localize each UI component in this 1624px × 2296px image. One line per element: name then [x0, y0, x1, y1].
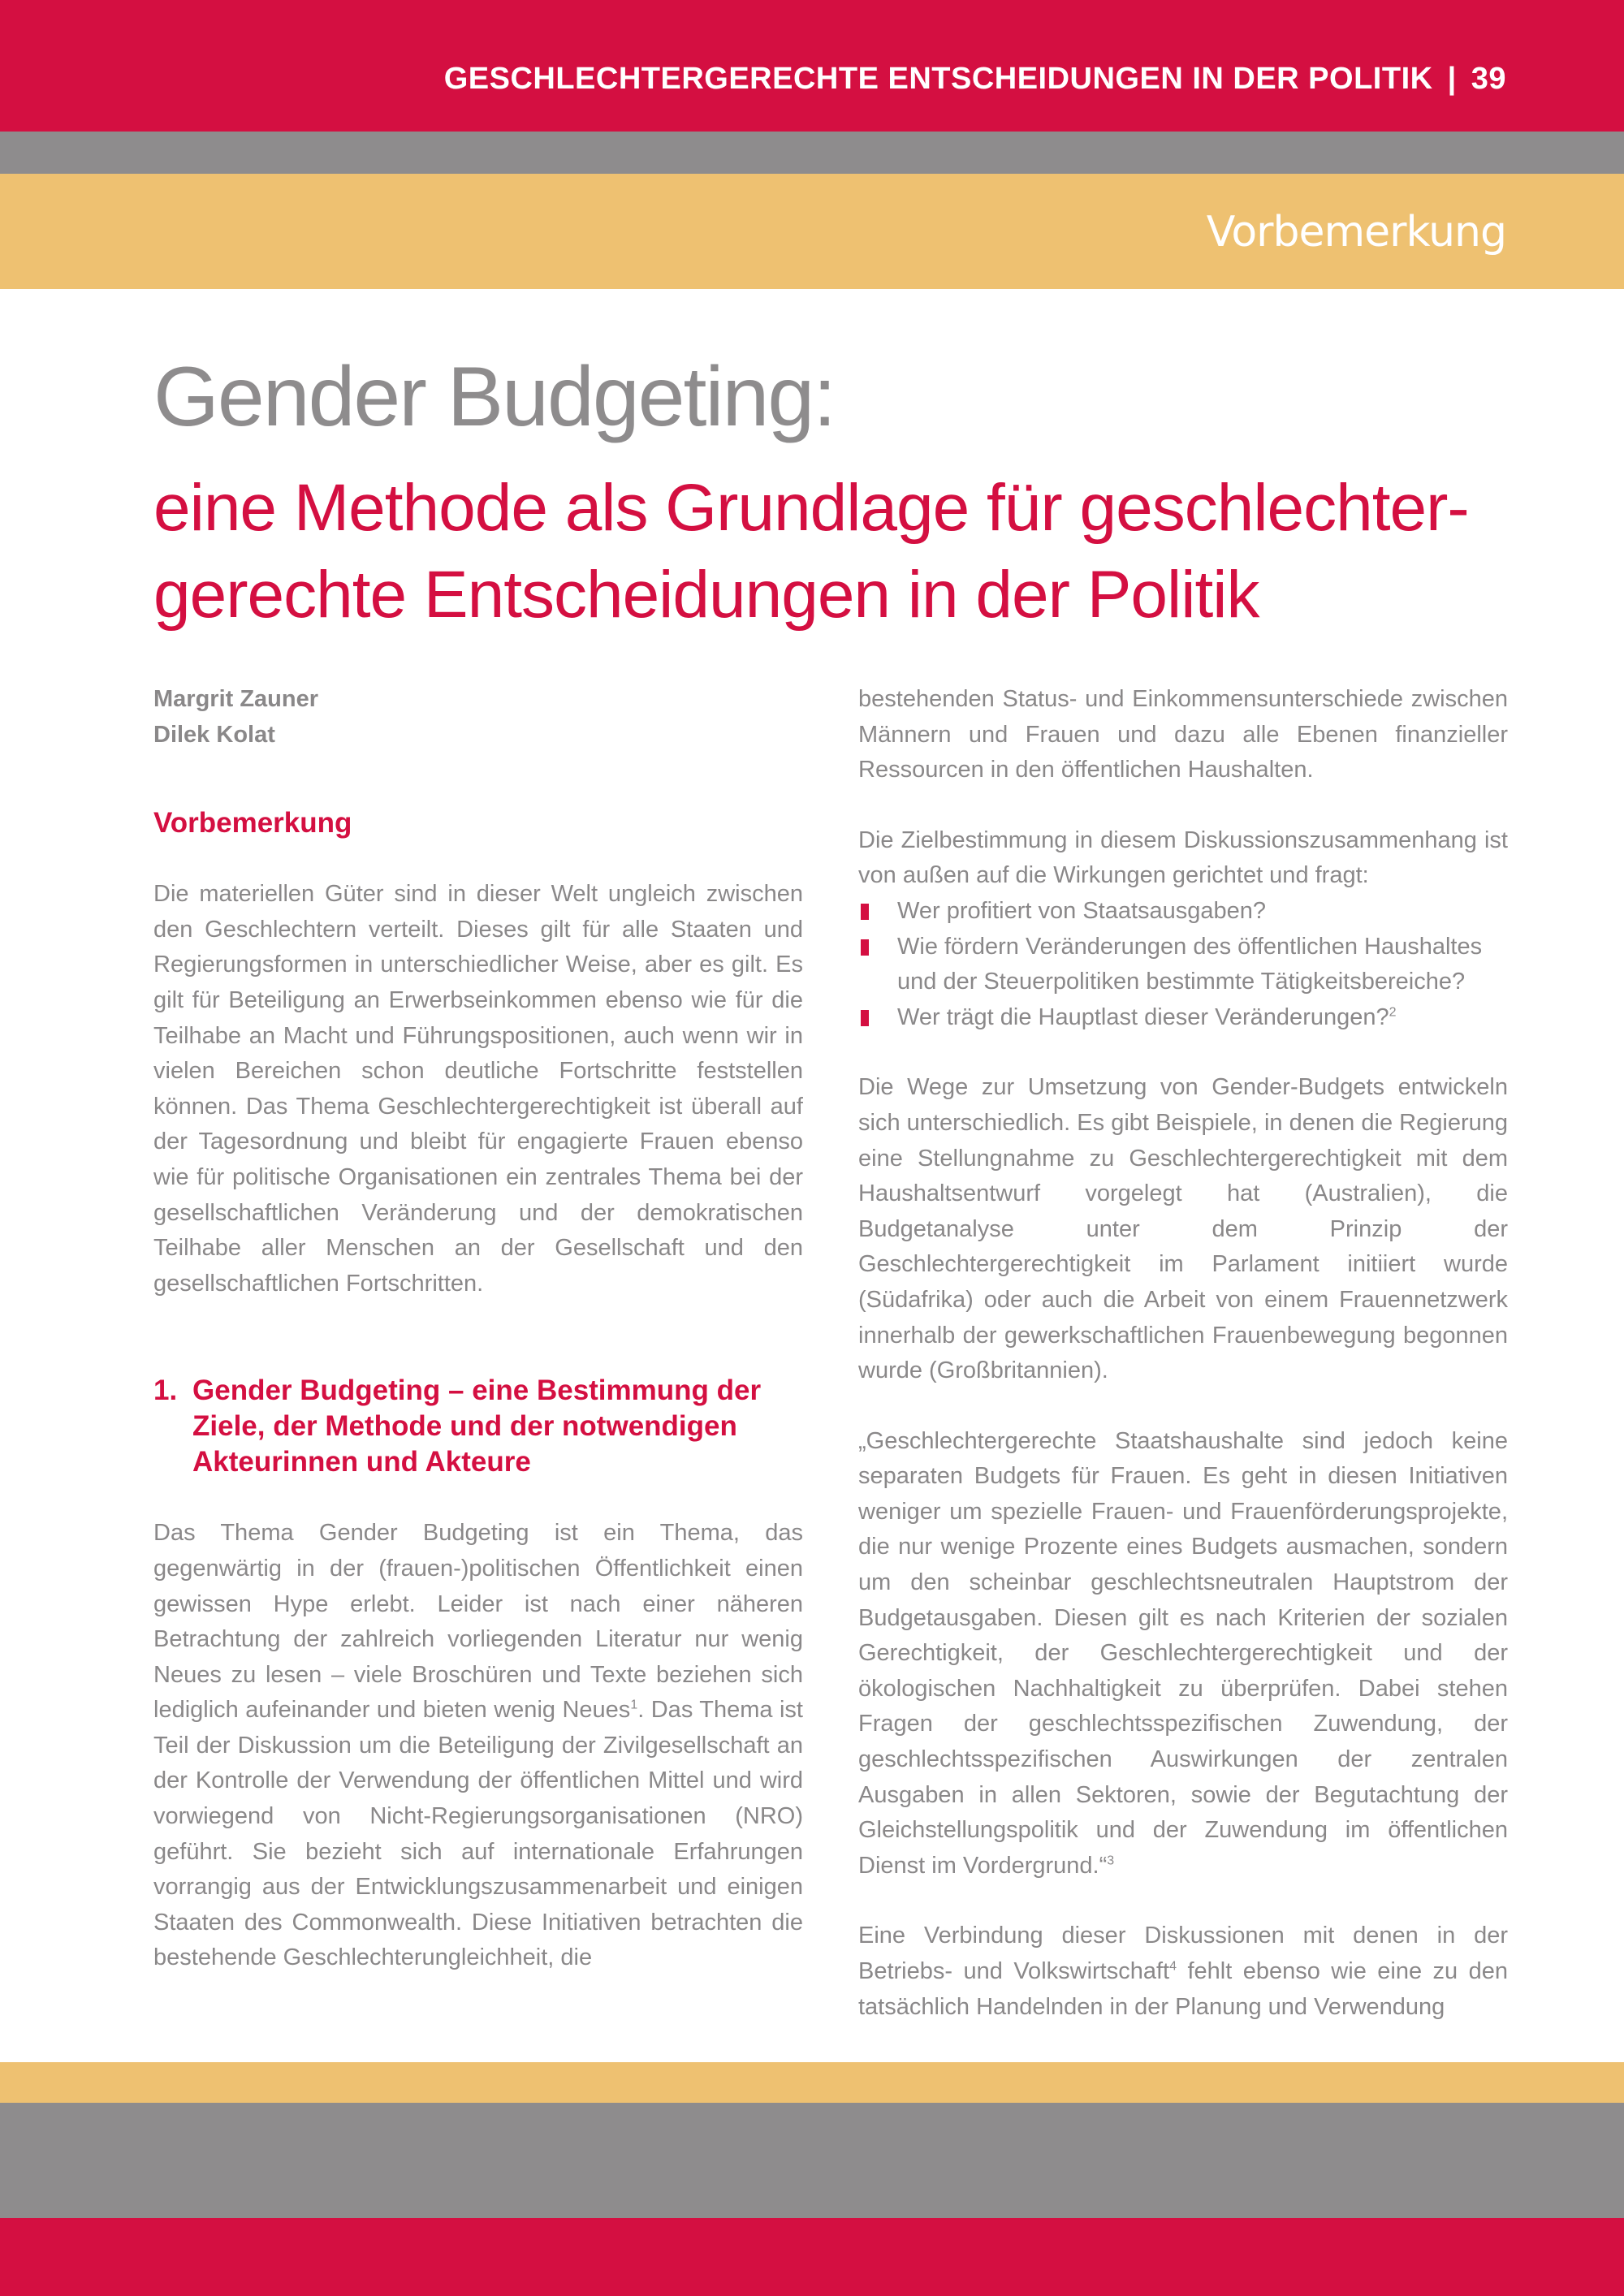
section-heading-1	[153, 1373, 803, 1480]
quote-paragraph	[858, 1424, 1508, 1884]
footer-red-band	[0, 2218, 1624, 2296]
question-list	[858, 894, 1508, 1035]
bullet-marker	[861, 939, 869, 956]
list-item-text: Wie fördern Veränderungen des öffentlichen Haushaltes und der Steuerpolitiken bestimmte Tätigkeitsbereiche?	[897, 933, 1483, 995]
paragraph-text: fehlt ebenso wie eine zu den tatsächlich Handelnden in der Planung und Verwendung	[858, 1958, 1509, 2020]
running-title: GESCHLECHTERGERECHTE ENTSCHEIDUNGEN IN DER POLITIK	[443, 62, 1433, 96]
footer-grey-band	[0, 2103, 1624, 2218]
list-item	[858, 1000, 1508, 1036]
page-subtitle: eine Methode als Grundlage für geschlechter-gerechte Entscheidungen in der Politik	[153, 471, 1469, 632]
author-list	[153, 682, 803, 753]
header-grey-band	[0, 132, 1624, 174]
footnote-ref[interactable]: 3	[1107, 1854, 1115, 1868]
list-item-text: Wer trägt die Hauptlast dieser Veränderungen?	[897, 1003, 1389, 1030]
body-paragraph: bestehenden Status- und Einkommensunterschiede zwischen Männern und Frauen und dazu alle Ebenen finanzieller Ressourcen in den öffentlichen Haushalten.	[858, 686, 1508, 783]
section-number: 1.	[153, 1375, 178, 1407]
footnote-ref[interactable]: 2	[1389, 1005, 1397, 1020]
footnote-ref[interactable]: 4	[1169, 1959, 1177, 1974]
list-item	[858, 930, 1508, 1000]
body-paragraph	[153, 1516, 803, 1976]
right-column	[858, 682, 1508, 2025]
footnote-ref[interactable]: 1	[630, 1698, 638, 1712]
section-heading-text: Gender Budgeting – eine Bestimmung der Ziele, der Methode und der notwendigen Akteurinnen und Akteure	[192, 1375, 762, 1478]
bullet-marker	[861, 1010, 869, 1026]
paragraph-text: . Das Thema ist Teil der Diskussion um die Beteiligung der Zivilgesellschaft an der Kontrolle der Verwendung der öffentlichen Mittel und wird vorwiegend von Nicht-Regierungsorganisationen (NRO) geführt. Sie bezieht sich auf internationale Erfahrungen vorrangig aus der Entwicklungszusammenarbeit und einigen Staaten des Commonwealth. Diese Initiativen betrachten die bestehende Geschlechterungleichheit, die	[153, 1697, 803, 1971]
body-paragraph: Die Wege zur Umsetzung von Gender-Budgets entwickeln sich unterschiedlich. Es gibt Beispiele, in denen die Regierung eine Stellungnahme zu Geschlechtergerechtigkeit mit dem Haushaltsentwurf vorgelegt hat (Australien), die Budgetanalyse unter dem Prinzip der Geschlechtergerechtigkeit im Parlament initiiert wurde (Südafrika) oder auch die Arbeit von einem Frauennetzwerk innerhalb der gewerkschaftlichen Frauenbewegung begonnen wurde (Großbritannien).	[858, 1074, 1508, 1384]
left-column	[153, 682, 803, 1976]
running-header	[444, 62, 1506, 97]
section-tab: Vorbemerkung	[1206, 208, 1506, 257]
bullet-marker	[861, 904, 869, 920]
author-name: Margrit Zauner	[153, 686, 319, 712]
section-heading-vorbemerkung: Vorbemerkung	[153, 807, 352, 839]
body-paragraph: Die Zielbestimmung in diesem Diskussionszusammenhang ist von außen auf die Wirkungen gerichtet und fragt:	[858, 826, 1508, 889]
list-item	[858, 894, 1508, 930]
author-name: Dilek Kolat	[153, 721, 275, 748]
body-paragraph: Die materiellen Güter sind in dieser Welt ungleich zwischen den Geschlechtern verteilt. Dieses gilt für alle Staaten und Regierungsformen in unterschiedlicher Weise, aber es gilt. Es gilt für Beteiligung an Erwerbseinkommen ebenso wie für die Teilhabe an Macht und Führungspositionen, auch wenn wir in vielen Bereichen schon deutliche Fortschritte feststellen können. Das Thema Geschlechtergerechtigkeit ist überall auf der Tagesordnung und bleibt für engagierte Frauen ebenso wie für politische Organisationen ein zentrales Thema bei der gesellschaftlichen Veränderung und der demokratischen Teilhabe aller Menschen an der Gesellschaft und den gesellschaftlichen Fortschritten.	[153, 881, 803, 1297]
paragraph-text: Das Thema Gender Budgeting ist ein Thema, das gegenwärtig in der (frauen-)politischen Öffentlichkeit einen gewissen Hype erlebt. Leider ist nach einer näheren Betrachtung der zahlreich vorliegenden Literatur nur wenig Neues zu lesen – viele Broschüren und Texte beziehen sich lediglich aufeinander und bieten wenig Neues	[153, 1520, 803, 1724]
quote-text: „Geschlechtergerechte Staatshaushalte sind jedoch keine separaten Budgets für Frauen. Es geht in diesen Initiativen weniger um spezielle Frauen- und Frauenförderungsprojekte, die nur wenige Prozente eines Budgets ausmachen, sondern um den scheinbar geschlechtsneutralen Hauptstrom der Budgetausgaben. Diesen gilt es nach Kriterien der sozialen Gerechtigkeit, der Geschlechtergerechtigkeit und der ökologischen Nachhaltigkeit zu überprüfen. Dabei stehen Fragen der geschlechtsspezifischen Zuwendung, der geschlechtsspezifischen Auswirkungen der zentralen Ausgaben in allen Sektoren, sowie der Begutachtung der Gleichstellungspolitik und der Zuwendung im öffentlichen Dienst im Vordergrund.“	[858, 1427, 1508, 1879]
paragraph-text: Eine Verbindung dieser Diskussionen mit denen in der Betriebs- und Volkswirtschaft	[858, 1923, 1508, 1984]
header-separator: |	[1447, 62, 1457, 96]
footer-gold-band	[0, 2062, 1624, 2103]
body-paragraph	[858, 1918, 1508, 2025]
page-number: 39	[1471, 62, 1506, 96]
page-title: Gender Budgeting:	[153, 350, 836, 444]
list-item-text: Wer profitiert von Staatsausgaben?	[897, 897, 1267, 924]
